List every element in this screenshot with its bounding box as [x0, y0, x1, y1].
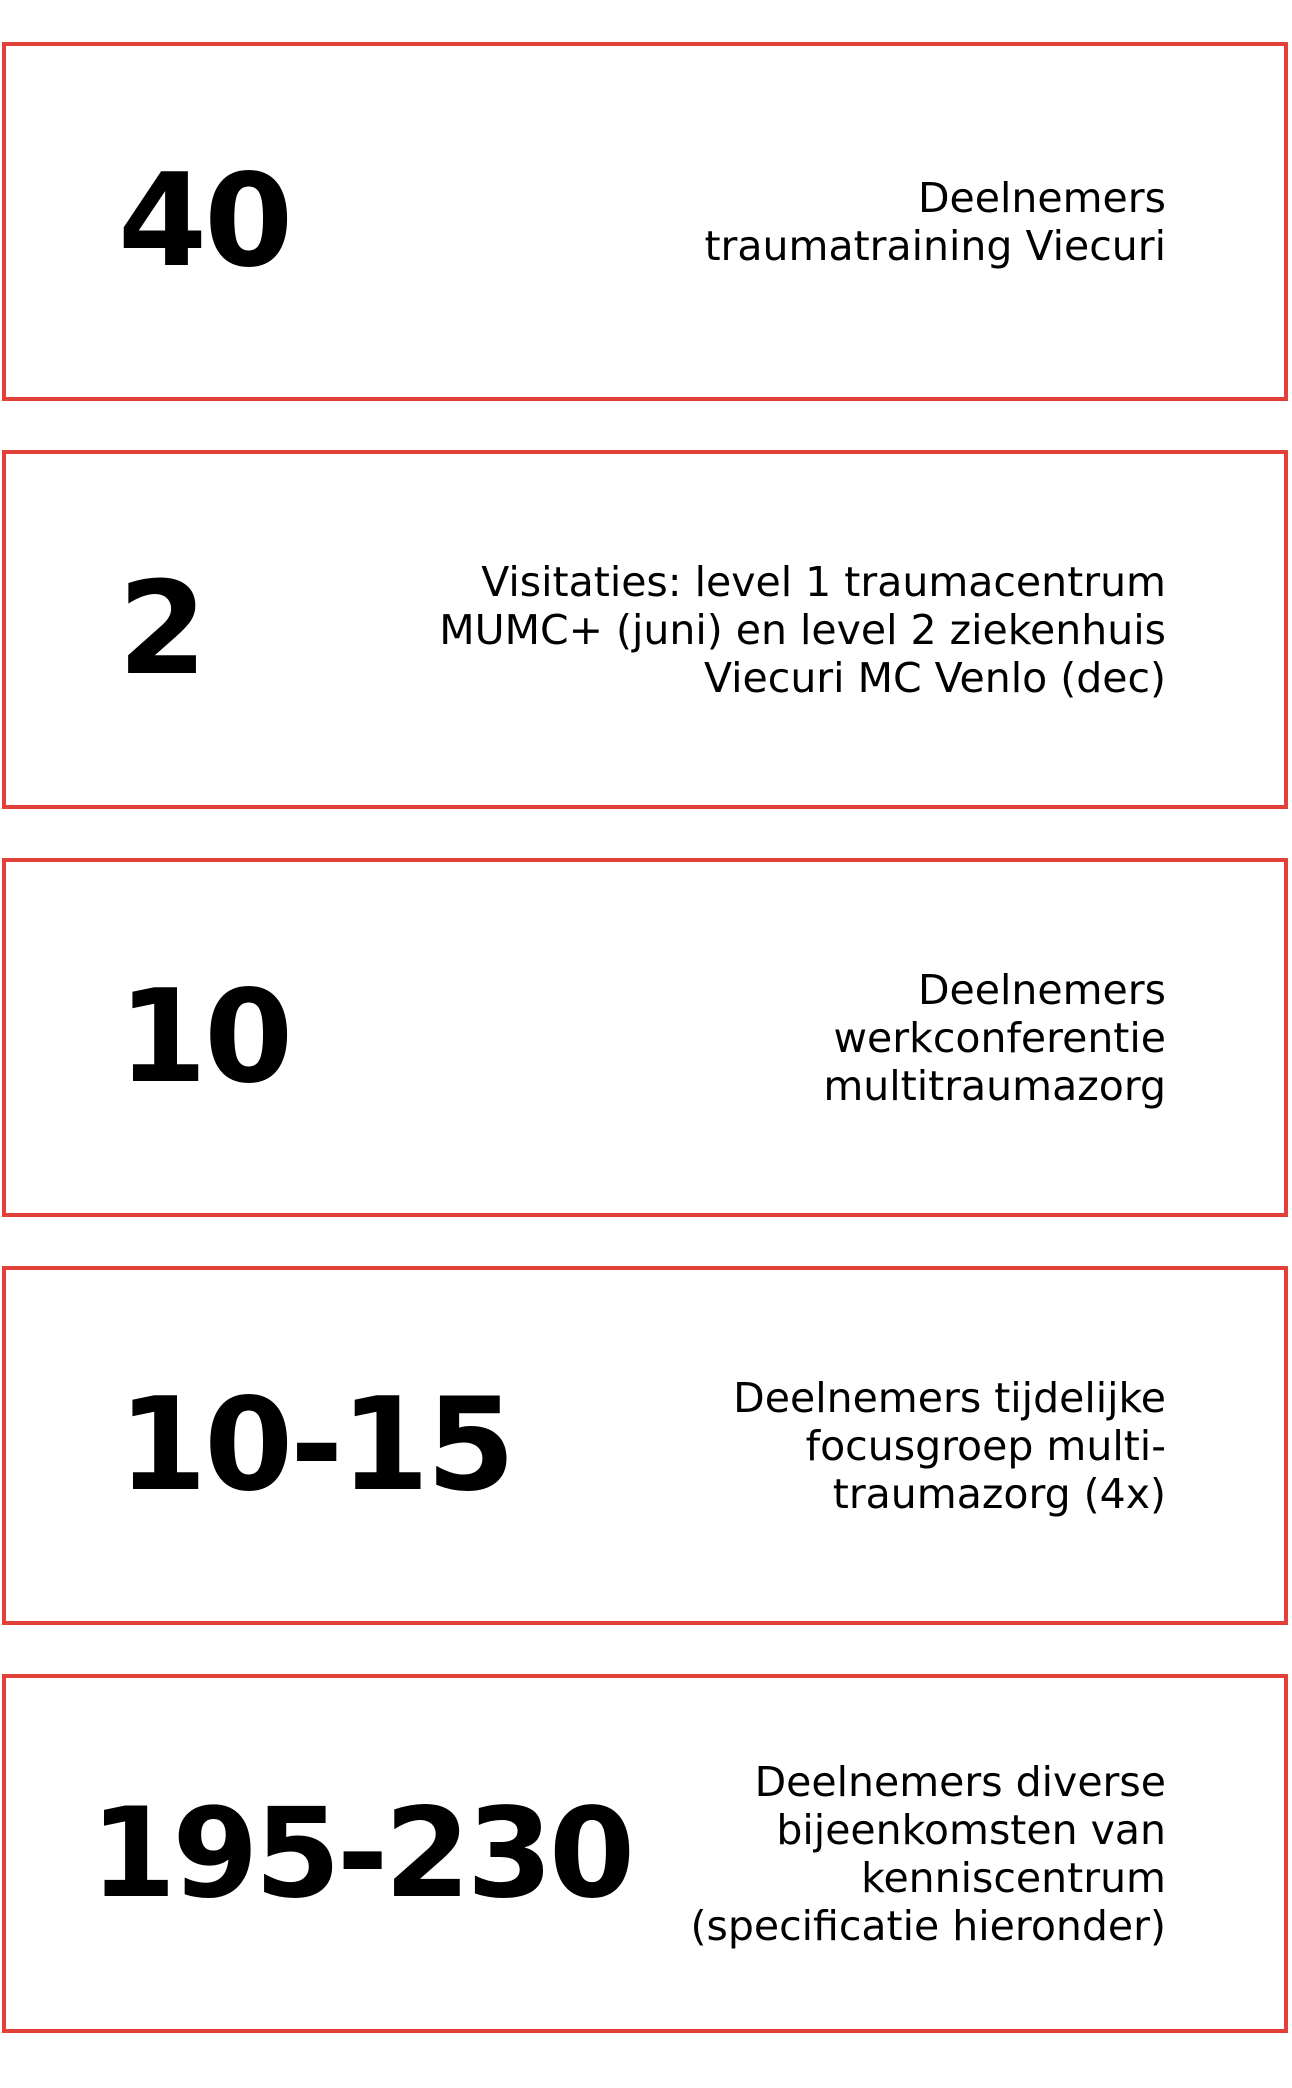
stat-card: [2, 1674, 1288, 2033]
stat-label: Deelnemers diverse bijeenkomsten van kenniscentrum (specificatie hieronder): [690, 1757, 1166, 1950]
stat-value: 40: [118, 146, 291, 296]
stat-card: [2, 1266, 1288, 1625]
stat-card: [2, 42, 1288, 401]
stat-value: 195-230: [90, 1781, 632, 1926]
stat-value: 10: [118, 962, 291, 1112]
stat-label: Deelnemers werkconferentie multitraumazorg: [823, 965, 1166, 1110]
stat-label: Visitaties: level 1 traumacentrum MUMC+ (juni) en level 2 ziekenhuis Viecuri MC Venlo (dec): [439, 557, 1166, 702]
stat-card: [2, 858, 1288, 1217]
stat-card: [2, 450, 1288, 809]
stat-label: Deelnemers tijdelijke focusgroep multi- traumazorg (4x): [733, 1373, 1166, 1518]
stat-value: 10-15: [118, 1370, 513, 1520]
stat-label: Deelnemers traumatraining Viecuri: [704, 173, 1166, 270]
stat-value: 2: [118, 554, 205, 704]
